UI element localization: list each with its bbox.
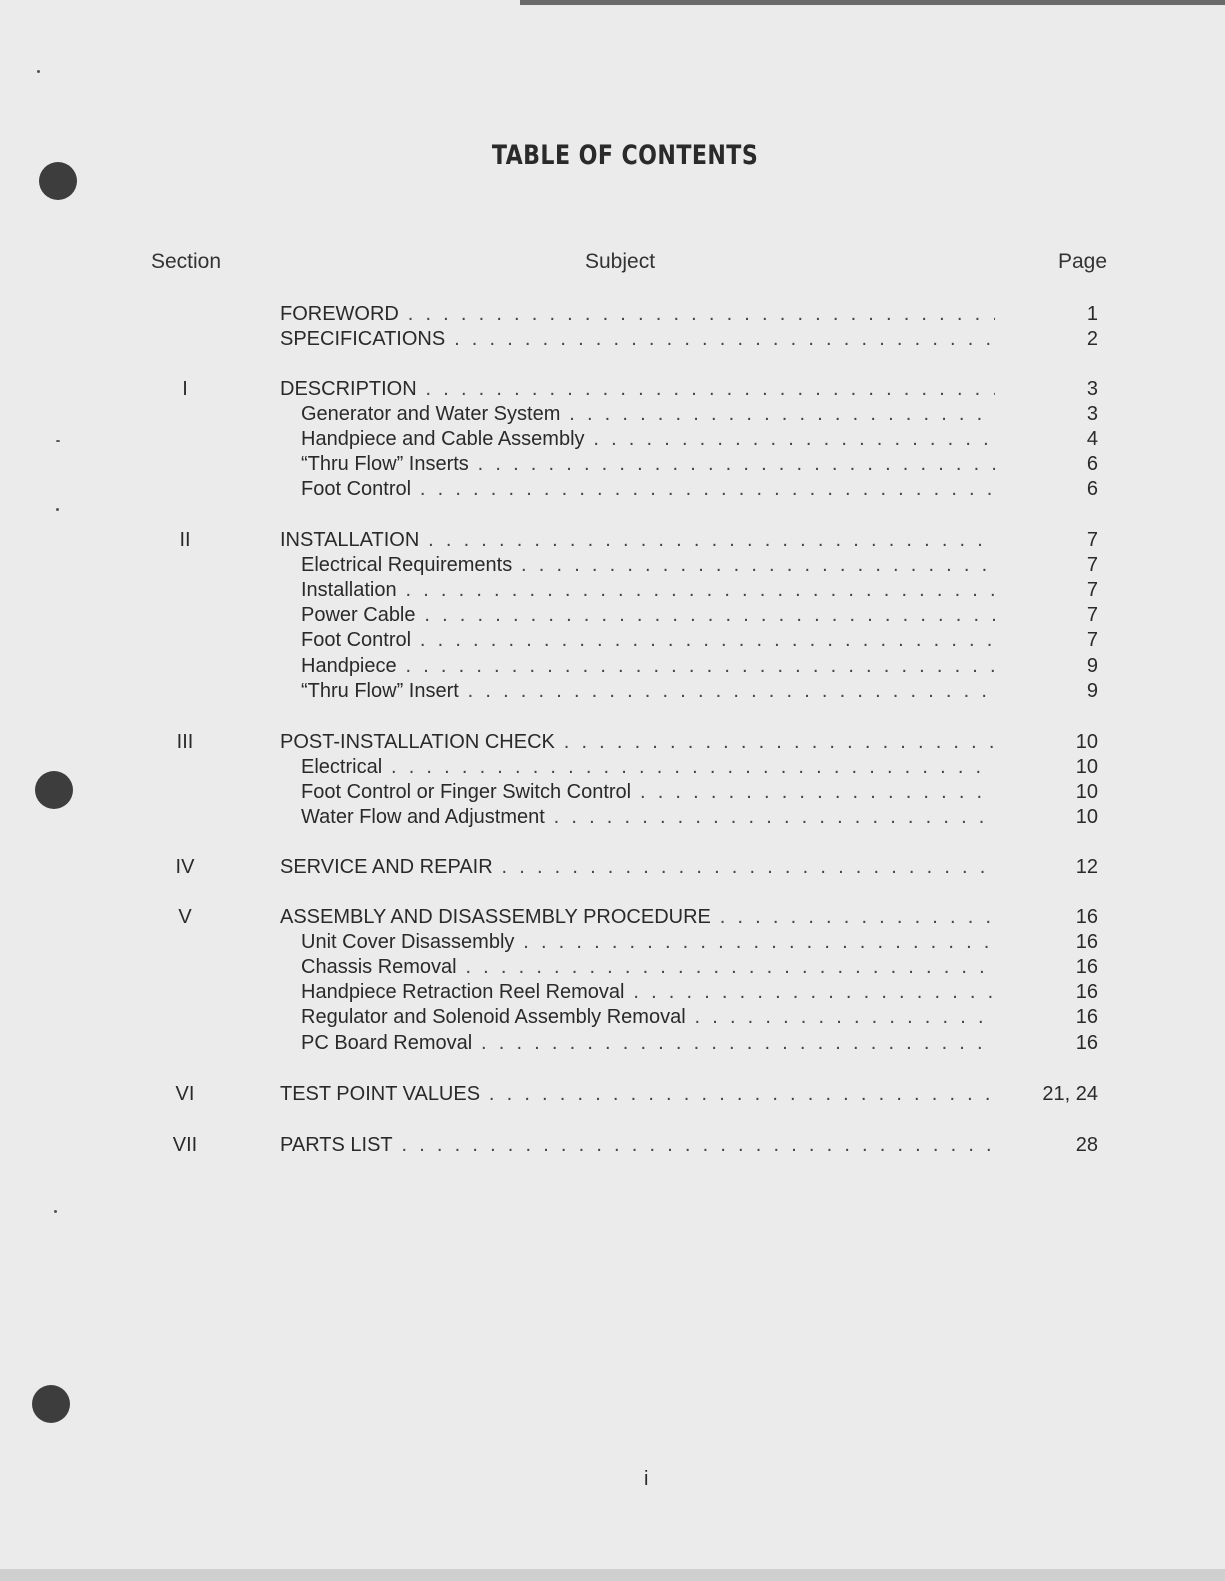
toc-page-number: 7 — [1086, 579, 1098, 601]
toc-entry — [0, 377, 1225, 402]
scan-speck — [37, 70, 40, 73]
toc-page-number: 16 — [1075, 956, 1098, 978]
column-header-page: Page — [1058, 250, 1108, 273]
toc-entry — [0, 855, 1225, 880]
toc-section-number: III — [176, 731, 194, 753]
toc-subject: Handpiece . . . — [301, 654, 995, 679]
scan-edge-top — [520, 0, 1225, 5]
toc-entry — [0, 679, 1225, 704]
toc-entry — [0, 327, 1225, 352]
toc-page-number: 4 — [1086, 428, 1098, 450]
toc-page-number: 10 — [1075, 781, 1098, 803]
toc-page-number: 7 — [1086, 529, 1098, 551]
toc-page-number: 7 — [1086, 629, 1098, 651]
toc-entry — [0, 980, 1225, 1005]
toc-entry — [0, 302, 1225, 327]
toc-section-number: V — [178, 906, 192, 928]
toc-page-number: 16 — [1075, 906, 1098, 928]
toc-subject: Regulator and Solenoid Assembly Removal . . . — [301, 1005, 995, 1030]
scan-speck — [54, 1210, 57, 1213]
toc-subject: Electrical . . . — [301, 755, 995, 780]
toc-page-number: 10 — [1075, 731, 1098, 753]
toc-entry — [0, 1031, 1225, 1056]
toc-subject: “Thru Flow” Inserts . . . — [301, 452, 995, 477]
toc-entry — [0, 1082, 1225, 1107]
scan-edge-bottom — [0, 1569, 1225, 1581]
toc-page-number: 2 — [1086, 328, 1098, 350]
toc-subject: POST-INSTALLATION CHECK . . . — [280, 730, 995, 755]
toc-page-number: 9 — [1086, 680, 1098, 702]
toc-page-number: 7 — [1086, 554, 1098, 576]
toc-page-number: 3 — [1086, 403, 1098, 425]
toc-entry — [0, 905, 1225, 930]
toc-section-number: VI — [175, 1083, 195, 1105]
toc-page-number: 16 — [1075, 931, 1098, 953]
toc-entry — [0, 452, 1225, 477]
toc-page-number: 28 — [1075, 1134, 1098, 1156]
column-header-section: Section — [151, 250, 222, 273]
toc-subject: Installation . . . — [301, 578, 995, 603]
toc-subject: ASSEMBLY AND DISASSEMBLY PROCEDURE . . . — [280, 905, 995, 930]
toc-subject: SERVICE AND REPAIR . . . — [280, 855, 995, 880]
toc-entry — [0, 780, 1225, 805]
toc-subject: Electrical Requirements . . . — [301, 553, 995, 578]
toc-page-number: 10 — [1075, 756, 1098, 778]
toc-entry — [0, 578, 1225, 603]
column-header-subject: Subject — [585, 250, 656, 273]
toc-page-number: 7 — [1086, 604, 1098, 626]
toc-entry — [0, 955, 1225, 980]
toc-subject: SPECIFICATIONS . . . — [280, 327, 995, 352]
page-title: TABLE OF CONTENTS — [491, 140, 759, 171]
toc-page-number: 16 — [1075, 981, 1098, 1003]
toc-entry — [0, 427, 1225, 452]
toc-entry — [0, 730, 1225, 755]
toc-page-number: 3 — [1086, 378, 1098, 400]
toc-section-number: VII — [172, 1134, 198, 1156]
toc-page-number: 6 — [1086, 478, 1098, 500]
toc-entry — [0, 930, 1225, 955]
toc-subject: Power Cable . . . — [301, 603, 995, 628]
toc-subject: Foot Control . . . — [301, 477, 995, 502]
toc-entry — [0, 805, 1225, 830]
toc-subject: TEST POINT VALUES . . . — [280, 1082, 995, 1107]
toc-page-number: 1 — [1086, 303, 1098, 325]
toc-subject: FOREWORD . . . — [280, 302, 995, 327]
toc-subject: INSTALLATION . . . — [280, 528, 995, 553]
toc-section-number: II — [179, 529, 191, 551]
toc-page-number: 12 — [1075, 856, 1098, 878]
toc-entry — [0, 603, 1225, 628]
toc-section-number: I — [182, 378, 188, 400]
toc-entry — [0, 477, 1225, 502]
toc-entry — [0, 402, 1225, 427]
toc-subject: Handpiece Retraction Reel Removal . . . — [301, 980, 995, 1005]
toc-section-number: IV — [175, 856, 195, 878]
toc-entry — [0, 1005, 1225, 1030]
toc-entry — [0, 654, 1225, 679]
toc-subject: DESCRIPTION . . . — [280, 377, 995, 402]
toc-subject: PARTS LIST . . . — [280, 1133, 995, 1158]
binder-hole-bottom — [32, 1385, 70, 1423]
toc-subject: “Thru Flow” Insert . . . — [301, 679, 995, 704]
toc-subject: Handpiece and Cable Assembly . . . — [301, 427, 995, 452]
toc-page-number: 10 — [1075, 806, 1098, 828]
toc-page-number: 16 — [1075, 1006, 1098, 1028]
toc-page-number: 16 — [1075, 1032, 1098, 1054]
toc-entry — [0, 628, 1225, 653]
toc-page-number: 21, 24 — [1042, 1083, 1098, 1105]
binder-hole-top — [39, 162, 77, 200]
toc-subject: Generator and Water System . . . — [301, 402, 995, 427]
page-number: i — [644, 1468, 649, 1490]
toc-subject: PC Board Removal . . . — [301, 1031, 995, 1056]
toc-subject: Foot Control . . . — [301, 628, 995, 653]
toc-subject: Foot Control or Finger Switch Control . . . — [301, 780, 995, 805]
toc-subject: Unit Cover Disassembly . . . — [301, 930, 995, 955]
toc-subject: Chassis Removal . . . — [301, 955, 995, 980]
toc-entry — [0, 1133, 1225, 1158]
toc-page-number: 9 — [1086, 655, 1098, 677]
toc-entry — [0, 755, 1225, 780]
toc-entry — [0, 528, 1225, 553]
toc-entry — [0, 553, 1225, 578]
toc-subject: Water Flow and Adjustment . . . — [301, 805, 995, 830]
toc-page-number: 6 — [1086, 453, 1098, 475]
scan-speck — [56, 508, 59, 511]
